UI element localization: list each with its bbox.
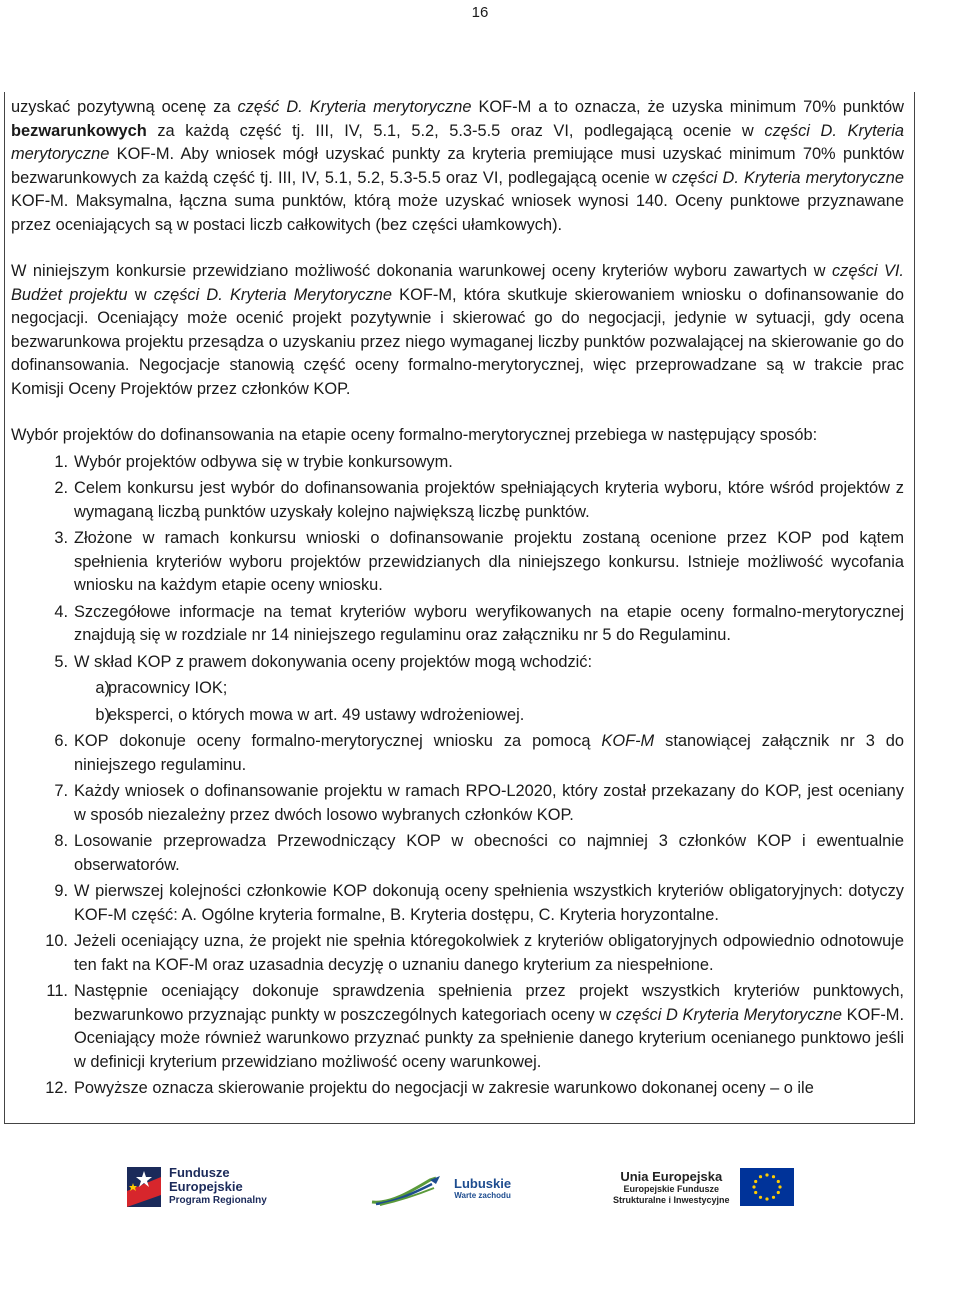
paragraph-continuation: uzyskać pozytywną ocenę za część D. Kryteria merytoryczne KOF-M a to oznacza, że uzyska minimum 70% punktów bezwarunkowych za każdą część tj. III, IV, 5.1, 5.2, 5.3-5.5 oraz VI, podlegającą ocenie w części D. Kryteria merytoryczne KOF-M. Aby wniosek mógł uzyskać punkty za kryteria premiujące musi uzyskać minimum 70% punktów bezwarunkowych za każdą część tj. III, IV, 5.1, 5.2, 5.3-5.5 oraz VI, podlegającą ocenie w części D. Kryteria merytoryczne KOF-M. Maksymalna, łączna suma punktów, którą może uzyskać wniosek wynosi 140. Oceny punktowe przyznawane przez oceniających są w postaci liczb całkowitych (bez części ułamkowych). [11, 98, 904, 234]
document-body [11, 96, 904, 1101]
list-item: 6. KOP dokonuje oceny formalno-merytorycznej wniosku za pomocą KOF-M stanowiącej załącznik nr 3 do niniejszego regulaminu. [54, 732, 905, 774]
fundusze-europejskie-logo [127, 1166, 267, 1208]
list-item: 1. Wybór projektów odbywa się w trybie konkursowym. [54, 452, 453, 471]
unia-europejska-logo [613, 1168, 794, 1206]
unia-europejska-text: Unia Europejska Europejskie Fundusze Strukturalne i Inwestycyjne [613, 1168, 730, 1205]
lubuskie-emblem-icon [370, 1174, 450, 1206]
list-item: 5. W skład KOP z prawem dokonywania oceny projektów mogą wchodzić: a) pracownicy IOK; b) eksperci, o których mowa w art. 49 ustawy wdrożeniowej. [11, 651, 904, 728]
fundusze-europejskie-emblem-icon [127, 1167, 161, 1207]
selection-steps-list [11, 451, 904, 1101]
list-item: 9. W pierwszej kolejności członkowie KOP dokonują oceny spełnienia wszystkich kryteriów obligatoryjnych: dotyczy KOF-M część: A. Ogólne kryteria formalne, B. Kryteria dostępu, C. Kryteria horyzontalne. [54, 882, 904, 924]
page-number: 16 [471, 4, 489, 21]
list-item: 12. Powyższe oznacza skierowanie projektu do negocjacji w zakresie warunkowo dokonanej oceny – o ile [45, 1079, 814, 1097]
sublist [74, 677, 904, 727]
paragraph-selection-intro: Wybór projektów do dofinansowania na etapie oceny formalno-merytorycznej przebiega w następujący sposób: [11, 426, 818, 444]
list-item: 7. Każdy wniosek o dofinansowanie projektu w ramach RPO-L2020, który został przekazany do KOP, jest oceniany w sposób niezależny przez dwóch losowo wybranych członków KOP. [54, 782, 904, 824]
eu-flag-icon [740, 1168, 794, 1206]
footer-logos [0, 1160, 960, 1230]
list-item: 4. Szczegółowe informacje na temat kryteriów wyboru weryfikowanych na etapie oceny formalno-merytorycznej znajdują się w rozdziale nr 14 niniejszego regulaminu oraz załączniku nr 5 do Regulaminu. [54, 602, 904, 644]
list-item: 3. Złożone w ramach konkursu wnioski o dofinansowanie projektu zostaną ocenione przez KOP pod kątem spełnienia kryteriów wyboru projektów przewidzianych dla niniejszego konkursu. Istnieje możliwość wycofania wniosku na każdym etapie oceny wniosku. [54, 529, 904, 594]
list-item: 11. Następnie oceniający dokonuje sprawdzenia spełnienia przez projekt wszystkich kryteriów punktowych, bezwarunkowo przyznając punkty w poszczególnych kategoriach oceny w części D Kryteria Merytoryczne KOF-M. Oceniający może również warunkowo przyznać punkty za spełnienie danego kryterium ocenianego punktowo jeśli w definicji kryterium przewidziano możliwość oceny warunkowej. [46, 982, 904, 1071]
sublist-item: b) eksperci, o których mowa w art. 49 ustawy wdrożeniowej. [95, 705, 525, 724]
sublist-item: a) pracownicy IOK; [95, 679, 228, 697]
lubuskie-logo [370, 1174, 511, 1206]
list-item: 10. Jeżeli oceniający uzna, że projekt nie spełnia któregokolwiek z kryteriów obligatoryjnych odpowiednio odnotowuje ten fakt na KOF-M oraz uzasadnia decyzję o uznaniu danego kryterium za niespełnione. [45, 932, 904, 974]
fundusze-europejskie-text: Fundusze Europejskie Program Regionalny [169, 1165, 267, 1206]
paragraph-conditional-assessment: W niniejszym konkursie przewidziano możliwość dokonania warunkowej oceny kryteriów wyboru zawartych w części VI. Budżet projektu w części D. Kryteria Merytoryczne KOF-M, która skutkuje skierowaniem wniosku o dofinansowanie do negocjacji. Oceniający może ocenić projekt pozytywnie i skierować go do negocjacji, jedynie w sytuacji, gdy ocena bezwarunkowa projektu przesądza o uzyskaniu przez niego wymaganej liczby punktów pozwalającej na skierowanie go do dofinansowania. Negocjacje stanowią część oceny formalno-merytorycznej, więc przeprowadzane są w trakcie prac Komisji Oceny Projektów przez członków KOP. [11, 262, 904, 398]
list-item: 2. Celem konkursu jest wybór do dofinansowania projektów spełniających kryteria wyboru, które wśród projektów z wymaganą liczbą punktów uzyskały kolejno największą liczbę punktów. [54, 479, 904, 521]
list-item: 8. Losowanie przeprowadza Przewodniczący KOP w obecności co najmniej 3 członków KOP i ewentualnie obserwatorów. [54, 832, 904, 874]
lubuskie-text: Lubuskie Warte zachodu [454, 1176, 512, 1200]
